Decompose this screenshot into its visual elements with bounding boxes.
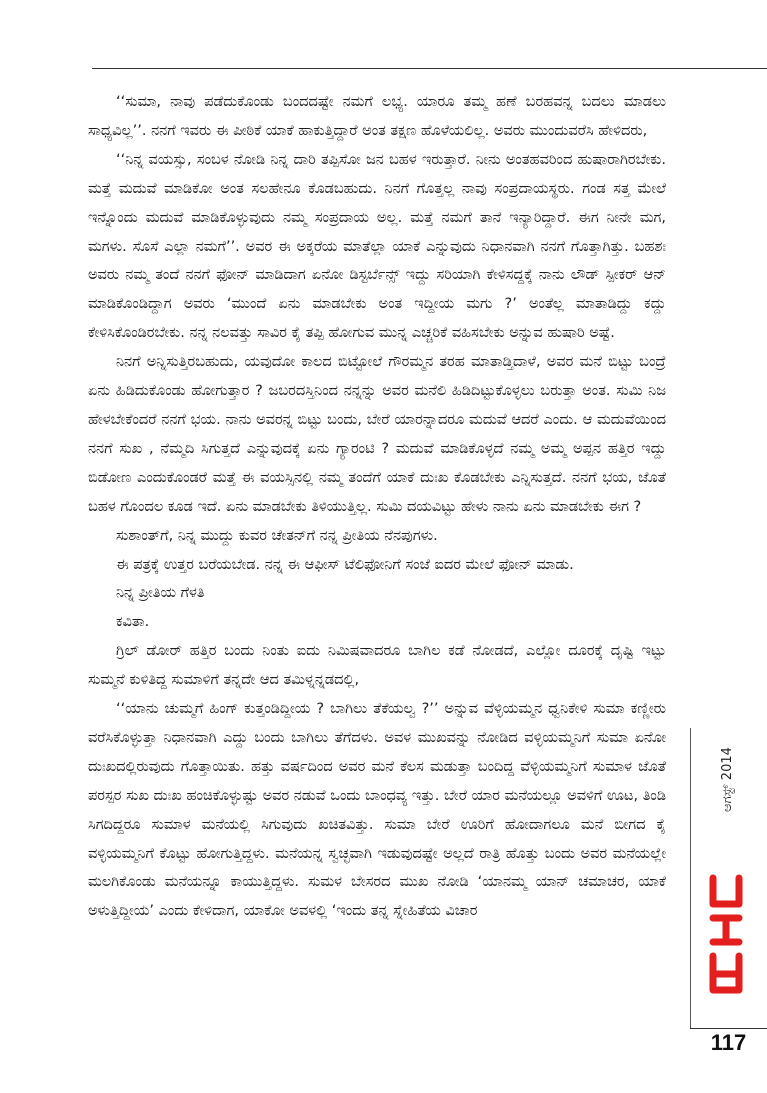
paragraph: ‘‘ನಿನ್ನ ವಯಸ್ಸು, ಸಂಬಳ ನೋಡಿ ನಿನ್ನ ದಾರಿ ತಪ್ಪಿಸೋ ಜನ ಬಹಳ ಇರುತ್ತಾರೆ. ನೀನು ಅಂತಹವರಿಂದ ಹುಷಾರಾಗಿರಬೇಕು. ಮತ್ತೆ ಮದುವೆ ಮಾಡಿಕೋ ಅಂತ ಸಲಹೇನೂ ಕೊಡಬಹುದು. ನಿನಗೆ ಗೊತ್ತಲ್ಲ ನಾವು ಸಂಪ್ರದಾಯಸ್ಥರು. ಗಂಡ ಸತ್ತ ಮೇಲೆ ಇನ್ನೊಂದು ಮದುವೆ ಮಾಡಿಕೊಳ್ಳುವುದು ನಮ್ಮ ಸಂಪ್ರದಾಯ ಅಲ್ಲ. ಮತ್ತೆ ನಮಗೆ ತಾನೆ ಇನ್ಯಾರಿದ್ದಾರೆ. ಈಗ ನೀನೇ ಮಗ, ಮಗಳು. ಸೊಸೆ ಎಲ್ಲಾ ನಮಗೆ’’. ಅವರ ಈ ಅಕ್ಕರೆಯ ಮಾತೆಲ್ಲಾ ಯಾಕೆ ಎನ್ನುವುದು ನಿಧಾನವಾಗಿ ನನಗೆ ಗೊತ್ತಾಗಿತ್ತು. ಬಹಶಃ ಅವರು ನಮ್ಮ ತಂದೆ ನನಗೆ ಫೋನ್ ಮಾಡಿದಾಗ ಏನೋ ಡಿಸ್ಟರ್ಬೆನ್ಸ್ ಇದ್ದು ಸರಿಯಾಗಿ ಕೇಳಿಸದ್ದಕ್ಕೆ ನಾನು ಲೌಡ್ ಸ್ಪೀಕರ್ ಆನ್ ಮಾಡಿಕೊಂಡಿದ್ದಾಗ ಅವರು ‘ಮುಂದೆ ಏನು ಮಾಡಬೇಕು ಅಂತ ಇದ್ದೀಯ ಮಗು ?’ ಅಂತೆಲ್ಲ ಮಾತಾಡಿದ್ದು ಕದ್ದು ಕೇಳಿಸಿಕೊಂಡಿರಬೇಕು. ನನ್ನ ನಲವತ್ತು ಸಾವಿರ ಕೈ ತಪ್ಪಿ ಹೋಗುವ ಮುನ್ನ ಎಚ್ಚರಿಕೆ ವಹಿಸಬೇಕು ಅನ್ನುವ ಹುಷಾರಿ ಅಷ್ಟೆ. [88, 151, 666, 342]
side-rule [690, 728, 691, 1028]
paragraph: ಸುಶಾಂತ್‌ಗೆ, ನಿನ್ನ ಮುದ್ದು ಕುವರ ಚೇತನ್‌ಗೆ ನನ್ನ ಪ್ರೀತಿಯ ನೆನಪುಗಳು. [116, 527, 438, 544]
article-body [88, 88, 666, 926]
paragraph: ‘‘ಸುಮಾ, ನಾವು ಪಡೆದುಕೊಂಡು ಬಂದದಷ್ಟೇ ನಮಗೆ ಲಭ್ಯ. ಯಾರೂ ತಮ್ಮ ಹಣೆ ಬರಹವನ್ನ ಬದಲು ಮಾಡಲು ಸಾಧ್ಯವಿಲ್ಲ’’. ನನಗೆ ಇವರು ಈ ಪೀಠಿಕೆ ಯಾಕೆ ಹಾಕುತ್ತಿದ್ದಾರೆ ಅಂತ ತಕ್ಷಣ ಹೊಳೆಯಲಿಲ್ಲ. ಅವರು ಮುಂದುವರೆಸಿ ಹೇಳಿದರು, [88, 94, 666, 139]
paragraph: ಗ್ರಿಲ್ ಡೋರ್ ಹತ್ತಿರ ಬಂದು ನಿಂತು ಐದು ನಿಮಿಷವಾದರೂ ಬಾಗಿಲ ಕಡೆ ನೋಡದೆ, ಎಲ್ಲೋ ದೂರಕ್ಕೆ ದೃಷ್ಟಿ ಇಟ್ಟು ಸುಮ್ಮನೆ ಕುಳಿತಿದ್ದ ಸುಮಾಳಿಗೆ ತನ್ನದೇ ಆದ ತಮಿಳ್ನನ್ನಡದಲ್ಲಿ, [88, 643, 666, 689]
magazine-logo [705, 870, 747, 1000]
bottom-rule [690, 1028, 767, 1029]
issue-date-label: ಆಗಸ್ಟ್ 2014 [720, 747, 735, 812]
letter-signature: ಕವಿತಾ. [116, 614, 150, 631]
paragraph: ಈ ಪತ್ರಕ್ಕೆ ಉತ್ತರ ಬರೆಯಬೇಡ. ನನ್ನ ಈ ಆಫೀಸ್ ಟೆಲಿಫೋನಿಗೆ ಸಂಜೆ ಐದರ ಮೇಲೆ ಫೋನ್ ಮಾಡು. [116, 556, 574, 573]
top-rule [92, 68, 767, 69]
letter-closing: ನಿನ್ನ ಪ್ರೀತಿಯ ಗೆಳತಿ [116, 585, 205, 602]
paragraph: ನಿನಗೆ ಅನ್ನಿಸುತ್ತಿರಬಹುದು, ಯವುದೋ ಕಾಲದ ಬಿಟ್ಟೋಲೆ ಗೌರಮ್ಮನ ತರಹ ಮಾತಾಡ್ತಿದಾಳೆ, ಅವರ ಮನೆ ಬಿಟ್ಟು ಬಂದ್ರೆ ಏನು ಹಿಡಿದುಕೊಂಡು ಹೋಗುತ್ತಾರ ? ಜಬರದಸ್ತಿನಿಂದ ನನ್ನನ್ನು ಅವರ ಮನೆಲಿ ಹಿಡಿದಿಟ್ಟುಕೊಳ್ಳಲು ಬರುತ್ತಾ ಅಂತ. ಸುಮಿ ನಿಜ ಹೇಳಬೇಕೆಂದರೆ ನನಗೆ ಭಯ. ನಾನು ಅವರನ್ನ ಬಿಟ್ಟು ಬಂದು, ಬೇರೆ ಯಾರನ್ನಾದರೂ ಮದುವೆ ಆದರೆ ಎಂದು. ಆ ಮದುವೆಯಿಂದ ನನಗೆ ಸುಖ , ನೆಮ್ಮದಿ ಸಿಗುತ್ತದೆ ಎನ್ನುವುದಕ್ಕೆ ಏನು ಗ್ಯಾರಂಟಿ ? ಮದುವೆ ಮಾಡಿಕೊಳ್ಳದೆ ನಮ್ಮ ಅಮ್ಮ ಅಪ್ಪನ ಹತ್ತಿರ ಇದ್ದು ಬಿಡೋಣ ಎಂದುಕೊಂಡರೆ ಮತ್ತೆ ಈ ವಯಸ್ಸಿನಲ್ಲಿ ನಮ್ಮ ತಂದೆಗೆ ಯಾಕೆ ದುಃಖ ಕೊಡಬೇಕು ಎನ್ನಿಸುತ್ತದೆ. ನನಗೆ ಭಯ, ಜೊತೆ ಬಹಳ ಗೊಂದಲ ಕೂಡ ಇದೆ. ಏನು ಮಾಡಬೇಕು ತಿಳಿಯುತ್ತಿಲ್ಲ. ಸುಮಿ ದಯವಿಟ್ಟು ಹೇಳು ನಾನು ಏನು ಮಾಡಬೇಕು ಈಗ ? [88, 354, 666, 515]
page-number: 117 [710, 1030, 747, 1055]
paragraph: ‘‘ಯಾನು ಚುಮ್ಮಗೆ ಹಿಂಗ್ ಕುತ್ತಂಡಿದ್ದೀಯ ? ಬಾಗಿಲು ತೆಕೆಯಲ್ವ ?’’ ಅನ್ನುವ ವೆಳ್ಳಿಯಮ್ಮನ ಧ್ವನಿಕೇಳಿ ಸುಮಾ ಕಣ್ಣೀರು ವರೆಸಿಕೊಳ್ಳುತ್ತಾ ನಿಧಾನವಾಗಿ ಎದ್ದು ಬಂದು ಬಾಗಿಲು ತೆಗೆದಳು. ಅವಳ ಮುಖವನ್ನು ನೋಡಿದ ವಳ್ಳಿಯಮ್ಮನಿಗೆ ಸುಮಾ ಏನೋ ದುಃಖದಲ್ಲಿರುವುದು ಗೊತ್ತಾಯಿತು. ಹತ್ತು ವರ್ಷದಿಂದ ಅವರ ಮನೆ ಕೆಲಸ ಮಡುತ್ತಾ ಬಂದಿದ್ದ ವೆಳ್ಳಿಯಮ್ಮನಿಗೆ ಸುಮಾಳ ಜೊತೆ ಪರಸ್ಪರ ಸುಖ ದುಃಖ ಹಂಚಿಕೊಳ್ಳುಷ್ಟು ಅವರ ನಡುವೆ ಒಂದು ಬಾಂಧವ್ಯ ಇತ್ತು. ಬೇರೆ ಯಾರ ಮನೆಯಲ್ಲೂ ಅವಳಿಗೆ ಊಟ, ತಿಂಡಿ ಸಿಗದಿದ್ದರೂ ಸುಮಾಳ ಮನೆಯಲ್ಲಿ ಸಿಗುವುದು ಖಚಿತವಿತ್ತು. ಸುಮಾ ಬೇರೆ ಊರಿಗೆ ಹೋದಾಗಲೂ ಮನೆ ಬೀಗದ ಕೈ ವಳ್ಳಿಯಮ್ಮನಿಗೆ ಕೊಟ್ಟು ಹೋಗುತ್ತಿದ್ದಳು. ಮನೆಯನ್ನ ಸ್ವಚ್ಛವಾಗಿ ಇಡುವುದಷ್ಟೇ ಅಲ್ಲದೆ ರಾತ್ರಿ ಹೊತ್ತು ಬಂದು ಅವರ ಮನೆಯಲ್ಲೇ ಮಲಗಿಕೊಂಡು ಮನೆಯನ್ನೂ ಕಾಯುತ್ತಿದ್ದಳು. ಸುಮಳ ಬೇಸರದ ಮುಖ ನೋಡಿ ‘ಯಾನಮ್ಮ ಯಾನ್ ಚಮಾಚರ, ಯಾಕೆ ಅಳುತ್ತಿದ್ದೀಯ’ ಎಂದು ಕೇಳಿದಾಗ, ಯಾಕೋ ಅವಳಲ್ಲಿ ‘ಇಂದು ತನ್ನ ಸ್ನೇಹಿತೆಯ ವಿಚಾರ [88, 701, 666, 920]
